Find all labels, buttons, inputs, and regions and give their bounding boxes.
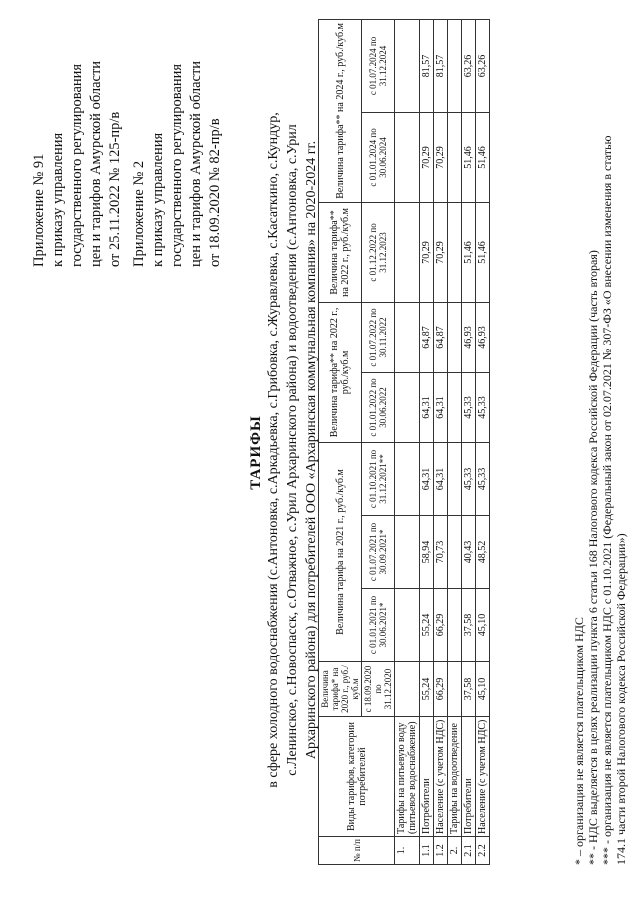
period-cell: с 01.10.2021 по 31.12.2021** xyxy=(362,442,395,515)
table-row xyxy=(434,19,448,864)
footnotes xyxy=(572,15,628,865)
tariff-value-cell xyxy=(448,112,462,202)
col-header-kind: Виды тарифов, категории потребителей xyxy=(319,717,395,837)
tariff-value-cell: 51,46 xyxy=(476,202,490,302)
tariff-value-cell: 46,93 xyxy=(476,302,490,372)
tariff-value-cell xyxy=(448,19,462,112)
tariff-value-cell xyxy=(448,302,462,372)
tariff-value-cell: 48,52 xyxy=(476,516,490,589)
tariff-value-cell xyxy=(395,516,420,589)
tariff-value-cell: 64,31 xyxy=(420,442,434,515)
col-header-num: № п/п xyxy=(319,837,395,865)
appendix-2-line: от 18.09.2020 № 82-пр/в xyxy=(207,118,223,267)
tariff-value-cell: 81,57 xyxy=(420,19,434,112)
tariff-value-cell: 45,33 xyxy=(462,442,476,515)
appendix-2-line: цен и тарифов Амурской области xyxy=(188,60,204,267)
row-label: Потребители xyxy=(462,717,476,837)
table-row xyxy=(476,19,490,864)
tariff-value-cell xyxy=(395,202,420,302)
tariff-value-cell: 64,31 xyxy=(420,372,434,442)
col-header-2021: Величина тарифа на 2021 г., руб./куб.м xyxy=(319,442,362,661)
tariff-value-cell: 55,24 xyxy=(420,662,434,717)
tariff-value-cell xyxy=(395,19,420,112)
period-cell: с 18.09.2020 по 31.12.2020 xyxy=(362,662,395,717)
tariff-value-cell xyxy=(448,442,462,515)
tariff-value-cell: 70,29 xyxy=(434,112,448,202)
tariff-value-cell: 64,31 xyxy=(434,442,448,515)
tariff-value-cell: 70,29 xyxy=(420,202,434,302)
table-row xyxy=(395,19,420,864)
tariff-value-cell xyxy=(395,372,420,442)
tariff-value-cell: 63,26 xyxy=(476,19,490,112)
tariff-value-cell: 70,29 xyxy=(420,112,434,202)
tariff-value-cell: 45,33 xyxy=(462,372,476,442)
period-cell: с 01.12.2022 по 31.12.2023 xyxy=(362,202,395,302)
appendix-2-line: государственного регулирования xyxy=(169,63,185,267)
table-row xyxy=(462,19,476,864)
tariff-value-cell xyxy=(395,442,420,515)
col-header-2022-2023: Величина тарифа** на 2022 г., руб./куб.м xyxy=(319,202,362,302)
appendix-91-line: к приказу управления xyxy=(50,132,66,267)
period-cell: с 01.07.2022 по 30.11.2022 xyxy=(362,302,395,372)
header-row xyxy=(319,19,362,864)
tariff-value-cell xyxy=(395,302,420,372)
table-row xyxy=(420,19,434,864)
tariff-value-cell: 66,29 xyxy=(434,662,448,717)
tariff-value-cell: 70,29 xyxy=(434,202,448,302)
appendix-91-line: от 25.11.2022 № 125-пр/в xyxy=(107,111,123,267)
tariff-value-cell: 58,94 xyxy=(420,516,434,589)
tariff-value-cell: 64,87 xyxy=(420,302,434,372)
tariff-value-cell: 64,31 xyxy=(434,372,448,442)
tariff-value-cell: 45,33 xyxy=(476,372,490,442)
row-number: 1.2 xyxy=(434,837,448,865)
tariff-value-cell xyxy=(448,372,462,442)
row-number: 1. xyxy=(395,837,420,865)
footnote: 174.1 части второй Налогового кодекса Российской Федерации») xyxy=(614,533,628,865)
appendix-2-line: Приложение № 2 xyxy=(131,160,147,267)
col-header-2022: Величина тарифа** на 2022 г., руб./куб.м xyxy=(319,302,362,442)
tariff-value-cell: 37,58 xyxy=(462,589,476,662)
row-label: Тарифы на водоотведение xyxy=(448,717,462,837)
tariff-value-cell: 81,57 xyxy=(434,19,448,112)
appendix-2-line: к приказу управления xyxy=(150,132,166,267)
col-header-2024: Величина тарифа** на 2024 г., руб./куб.м xyxy=(319,19,362,202)
appendix-91-line: Приложение № 91 xyxy=(31,153,47,267)
table-row xyxy=(448,19,462,864)
period-cell: с 01.01.2021 по 30.06.2021* xyxy=(362,589,395,662)
tariff-value-cell: 51,46 xyxy=(476,112,490,202)
row-number: 1.1 xyxy=(420,837,434,865)
row-label: Население (с учетом НДС) xyxy=(434,717,448,837)
row-number: 2.1 xyxy=(462,837,476,865)
appendix-91-block xyxy=(30,61,125,267)
footnote: ** - НДС выделяется в целях реализации пункта 6 статьи 168 Налогового кодекса Российской Федерации (часть вторая) xyxy=(586,250,600,865)
tariff-value-cell xyxy=(395,112,420,202)
row-label: Потребители xyxy=(420,717,434,837)
col-header-2020: Величина тарифа* на 2020 г., руб./куб.м xyxy=(319,662,362,717)
tariff-value-cell: 55,24 xyxy=(420,589,434,662)
tariff-value-cell: 40,43 xyxy=(462,516,476,589)
tariff-value-cell: 66,29 xyxy=(434,589,448,662)
appendix-91-line: цен и тарифов Амурской области xyxy=(88,60,104,267)
period-cell: с 01.01.2024 по 30.06.2024 xyxy=(362,112,395,202)
tariff-value-cell xyxy=(448,202,462,302)
tariff-value-cell xyxy=(395,589,420,662)
tariff-value-cell xyxy=(448,662,462,717)
subtitle-line: с.Ленинское, с.Новоспасск, с.Отважное, с.Урил Архаринского района) и водоотведения (с.Антоновка, с.Урил xyxy=(285,124,300,776)
tariff-value-cell: 46,93 xyxy=(462,302,476,372)
footnote: *** - организация не является плательщиком НДС с 01.10.2021 (Федеральный закон от 02.07.2021 № 307-ФЗ «О внесении изменения в статью xyxy=(600,135,614,865)
row-label: Тарифы на питьевую воду (питьевое водоснабжение) xyxy=(395,717,420,837)
tariff-value-cell: 45,33 xyxy=(476,442,490,515)
document-title: ТАРИФЫ xyxy=(248,415,264,490)
table-body xyxy=(395,19,490,864)
period-cell: с 01.01.2022 по 30.06.2022 xyxy=(362,372,395,442)
tariff-value-cell: 64,87 xyxy=(434,302,448,372)
period-cell: с 01.07.2021 по 30.09.2021* xyxy=(362,516,395,589)
row-label: Население (с учетом НДС) xyxy=(476,717,490,837)
tariff-value-cell: 63,26 xyxy=(462,19,476,112)
tariff-value-cell xyxy=(395,662,420,717)
tariff-value-cell: 37,58 xyxy=(462,662,476,717)
tariff-value-cell: 51,46 xyxy=(462,112,476,202)
tariff-table xyxy=(318,19,490,865)
tariff-value-cell: 45,10 xyxy=(476,589,490,662)
document-subtitle xyxy=(264,35,321,865)
tariff-value-cell: 51,46 xyxy=(462,202,476,302)
row-number: 2. xyxy=(448,837,462,865)
tariff-value-cell xyxy=(448,589,462,662)
tariff-value-cell: 45,10 xyxy=(476,662,490,717)
footnote: * – организация не является плательщиком НДС xyxy=(572,617,586,865)
appendix-2-block xyxy=(130,61,225,267)
subtitle-line: Архаринского района) для потребителей ООО «Архаринская коммунальная компания» на 2020-2024 гг. xyxy=(304,140,319,760)
period-cell: с 01.07.2024 по 31.12.2024 xyxy=(362,19,395,112)
tariff-value-cell: 70,73 xyxy=(434,516,448,589)
subtitle-line: в сфере холодного водоснабжения (с.Антоновка, с.Аркадьевка, с.Грибовка, с.Журавлевка, с.Касаткино, с.Кундур, xyxy=(266,112,281,788)
appendix-91-line: государственного регулирования xyxy=(69,63,85,267)
tariff-value-cell xyxy=(448,516,462,589)
row-number: 2.2 xyxy=(476,837,490,865)
